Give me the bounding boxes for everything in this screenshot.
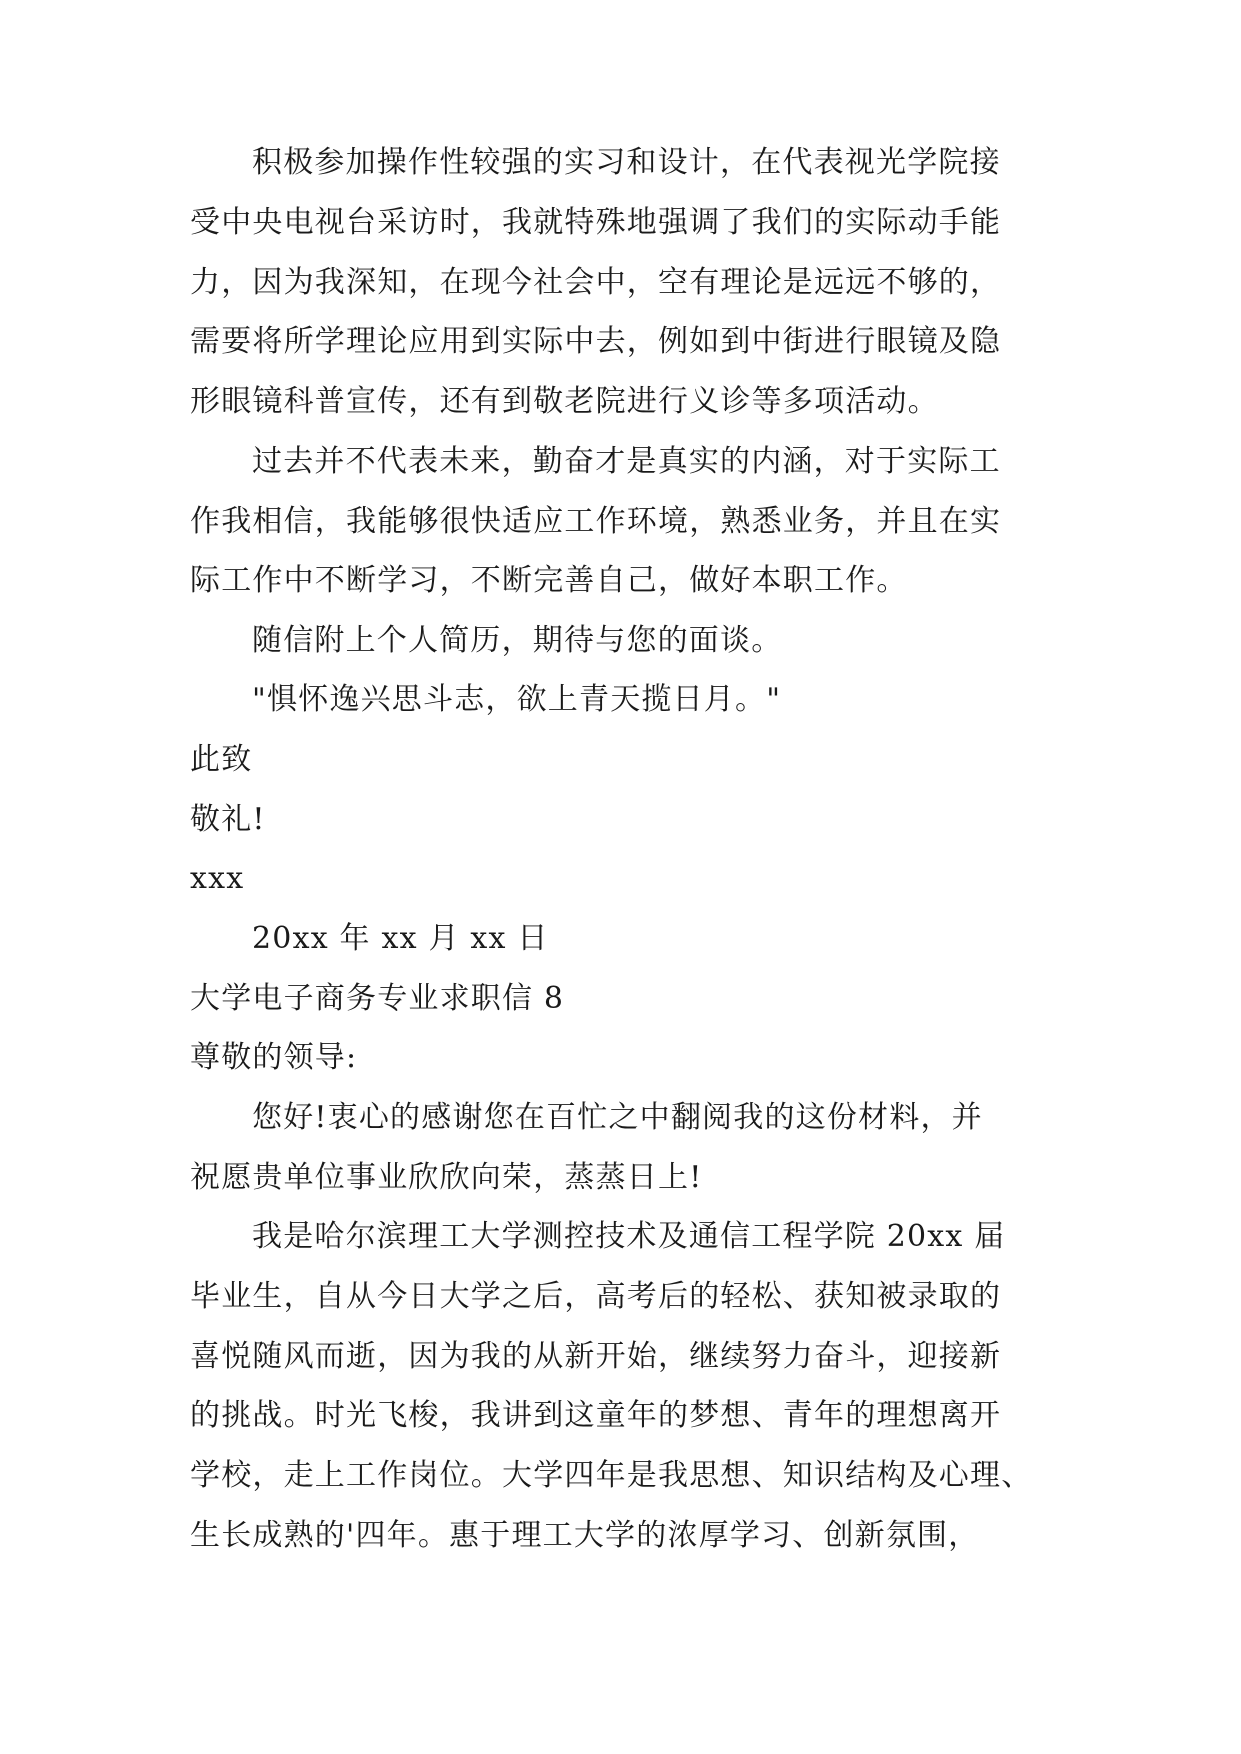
paragraph-line: 的挑战。时光飞梭，我讲到这童年的梦想、青年的理想离开: [190, 1398, 1002, 1433]
closing-salutation: 敬礼!: [190, 802, 266, 837]
paragraph-line: 作我相信，我能够很快适应工作环境，熟悉业务，并且在实: [190, 504, 1002, 539]
paragraph-line: 随信附上个人简历，期待与您的面谈。: [252, 623, 783, 658]
signature-date: 20xx 年 xx 月 xx 日: [252, 921, 549, 956]
paragraph-line: 积极参加操作性较强的实习和设计，在代表视光学院接: [252, 145, 1001, 180]
closing-line: 此致: [190, 742, 253, 777]
paragraph-line: 毕业生，自从今日大学之后，高考后的轻松、获知被录取的: [190, 1279, 1002, 1314]
paragraph-line: 际工作中不断学习，不断完善自己，做好本职工作。: [190, 563, 908, 598]
paragraph-line: 学校，走上工作岗位。大学四年是我思想、知识结构及心理、: [190, 1458, 1033, 1493]
paragraph-line: 祝愿贵单位事业欣欣向荣，蒸蒸日上!: [190, 1160, 703, 1195]
paragraph-line: 生长成熟的'四年。惠于理工大学的浓厚学习、创新氛围，: [190, 1518, 980, 1553]
paragraph-line: 力，因为我深知，在现今社会中，空有理论是远远不够的，: [190, 265, 1002, 300]
paragraph-line: 受中央电视台采访时，我就特殊地强调了我们的实际动手能: [190, 205, 1002, 240]
paragraph-line: 喜悦随风而逝，因为我的从新开始，继续努力奋斗，迎接新: [190, 1339, 1002, 1374]
quote-line: "惧怀逸兴思斗志，欲上青天揽日月。": [252, 682, 782, 717]
paragraph-line: 我是哈尔滨理工大学测控技术及通信工程学院 20xx 届: [252, 1219, 1006, 1254]
paragraph-line: 需要将所学理论应用到实际中去，例如到中街进行眼镜及隐: [190, 324, 1002, 359]
greeting-line: 尊敬的领导:: [190, 1040, 358, 1075]
paragraph-line: 形眼镜科普宣传，还有到敬老院进行义诊等多项活动。: [190, 384, 939, 419]
section-title: 大学电子商务专业求职信 8: [190, 981, 565, 1016]
signature-name: xxx: [190, 861, 245, 896]
paragraph-line: 您好!衷心的感谢您在百忙之中翻阅我的这份材料，并: [252, 1100, 983, 1135]
paragraph-line: 过去并不代表未来，勤奋才是真实的内涵，对于实际工: [252, 444, 1001, 479]
